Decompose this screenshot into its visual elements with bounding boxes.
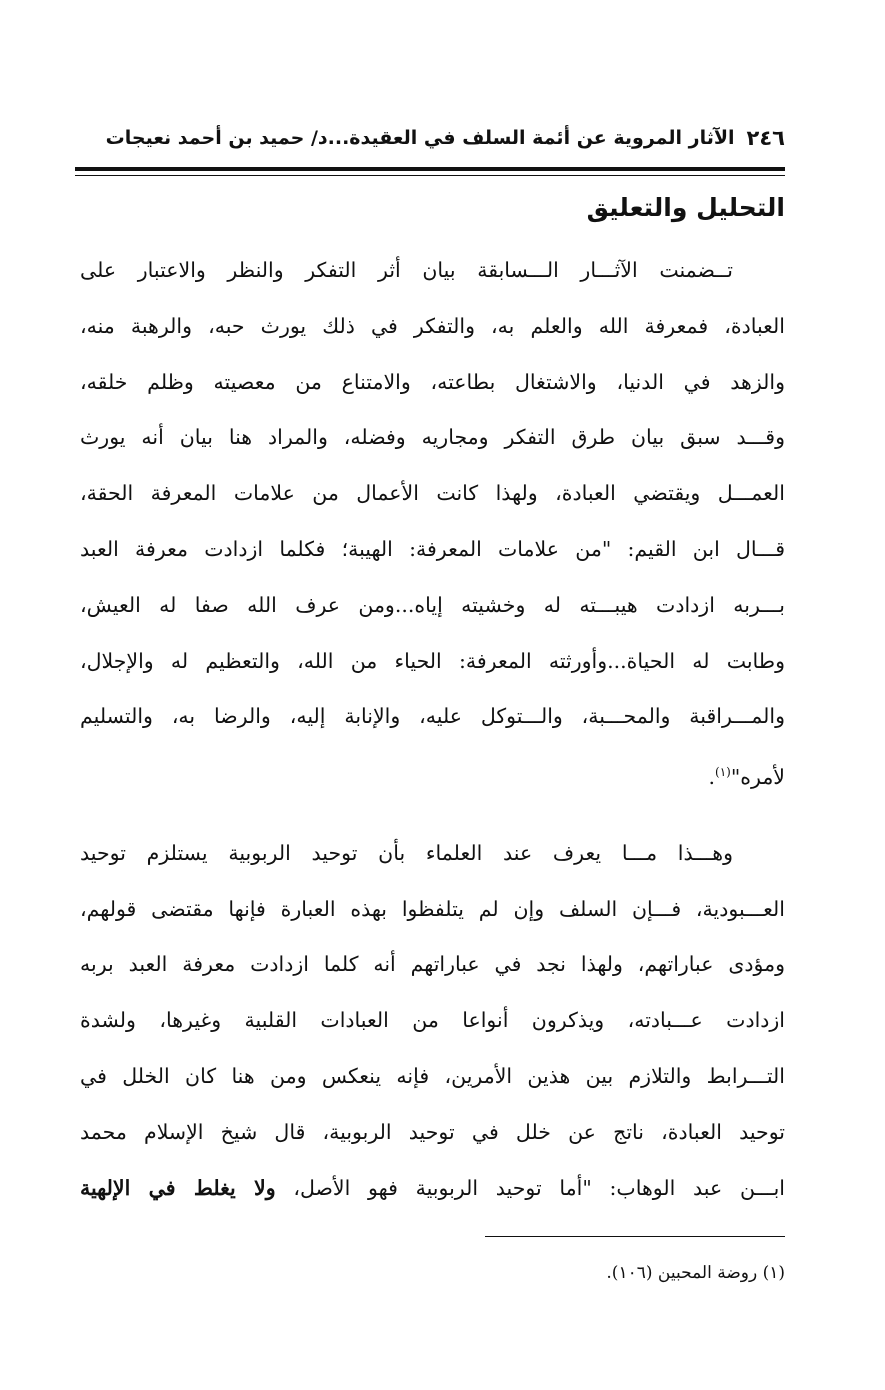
header-rule-thick — [75, 167, 785, 171]
text-fragment: لأمره" — [730, 765, 785, 789]
text-line: ازدادت عـــبادته، ويذكرون أنواعا من العبادات القلبية وغيرها، ولشدة — [80, 1008, 785, 1033]
text-line: قـــال ابن القيم: "من علامات المعرفة: الهيبة؛ فكلما ازدادت معرفة العبد — [80, 536, 785, 561]
text-line: وهـــذا مـــا يعرف عند العلماء بأن توحيد الربوبية يستلزم توحيد — [80, 840, 733, 865]
running-title: الآثار المروية عن أئمة السلف في العقيدة...د/ حميد بن أحمد نعيجات — [105, 127, 735, 149]
text-line: العبادة، فمعرفة الله والعلم به، والتفكر في ذلك يورث حبه، والرهبة منه، — [80, 313, 785, 338]
text-fragment: ابـــن عبد الوهاب: "أما توحيد الربوبية فهو الأصل، — [275, 1175, 785, 1200]
header-rule-thin — [75, 175, 785, 176]
text-fragment: . — [708, 765, 716, 789]
text-line: والمـــراقبة والمحـــبة، والـــتوكل عليه، والإنابة إليه، والرضا به، والتسليم — [80, 704, 785, 729]
paragraph-2 — [80, 826, 785, 1217]
text-line: وطابت له الحياة...وأورثته المعرفة: الحياء من الله، والتعظيم له والإجلال، — [80, 648, 785, 673]
text-line: والزهد في الدنيا، والاشتغال بطاعته، والامتناع من معصيته وظلم خلقه، — [80, 369, 785, 394]
text-line: بـــربه ازدادت هيبـــته له وخشيته إياه...ومن عرف الله صفا له العيش، — [80, 592, 785, 617]
body-text — [80, 243, 785, 1216]
section-heading: التحليل والتعليق — [586, 193, 785, 222]
bold-text-fragment: ولا يغلط في الإلهية — [80, 1175, 276, 1200]
text-line: التـــرابط والتلازم بين هذين الأمرين، فإنه ينعكس ومن هنا كان الخلل في — [80, 1063, 785, 1088]
text-line: ومؤدى عباراتهم، ولهذا نجد في عباراتهم أنه كلما ازدادت معرفة العبد بربه — [80, 952, 785, 977]
text-line: وقـــد سبق بيان طرق التفكر ومجاريه وفضله، والمراد هنا بيان أنه يورث — [80, 425, 785, 450]
page-number: ٢٤٦ — [746, 126, 785, 150]
text-line-last — [80, 745, 785, 806]
paragraph-1 — [80, 243, 785, 806]
footnote-reference: (١) — [715, 765, 731, 780]
text-line: العمـــل ويقتضي العبادة، ولهذا كانت الأعمال من علامات المعرفة الحقة، — [80, 481, 785, 506]
footnote: (١) روضة المحبين (١٠٦). — [606, 1263, 785, 1283]
text-line: العـــبودية، فـــإن السلف وإن لم يتلفظوا بهذه العبارة فإنها مقتضى قولهم، — [80, 896, 785, 921]
text-line: تــضمنت الآثـــار الـــسابقة بيان أثر التفكر والنظر والاعتبار على — [80, 258, 733, 282]
text-line: توحيد العبادة، ناتج عن خلل في توحيد الربوبية، قال شيخ الإسلام محمد — [80, 1119, 785, 1144]
running-header — [105, 118, 785, 158]
text-line-mixed — [80, 1161, 785, 1217]
footnote-separator — [485, 1236, 785, 1237]
